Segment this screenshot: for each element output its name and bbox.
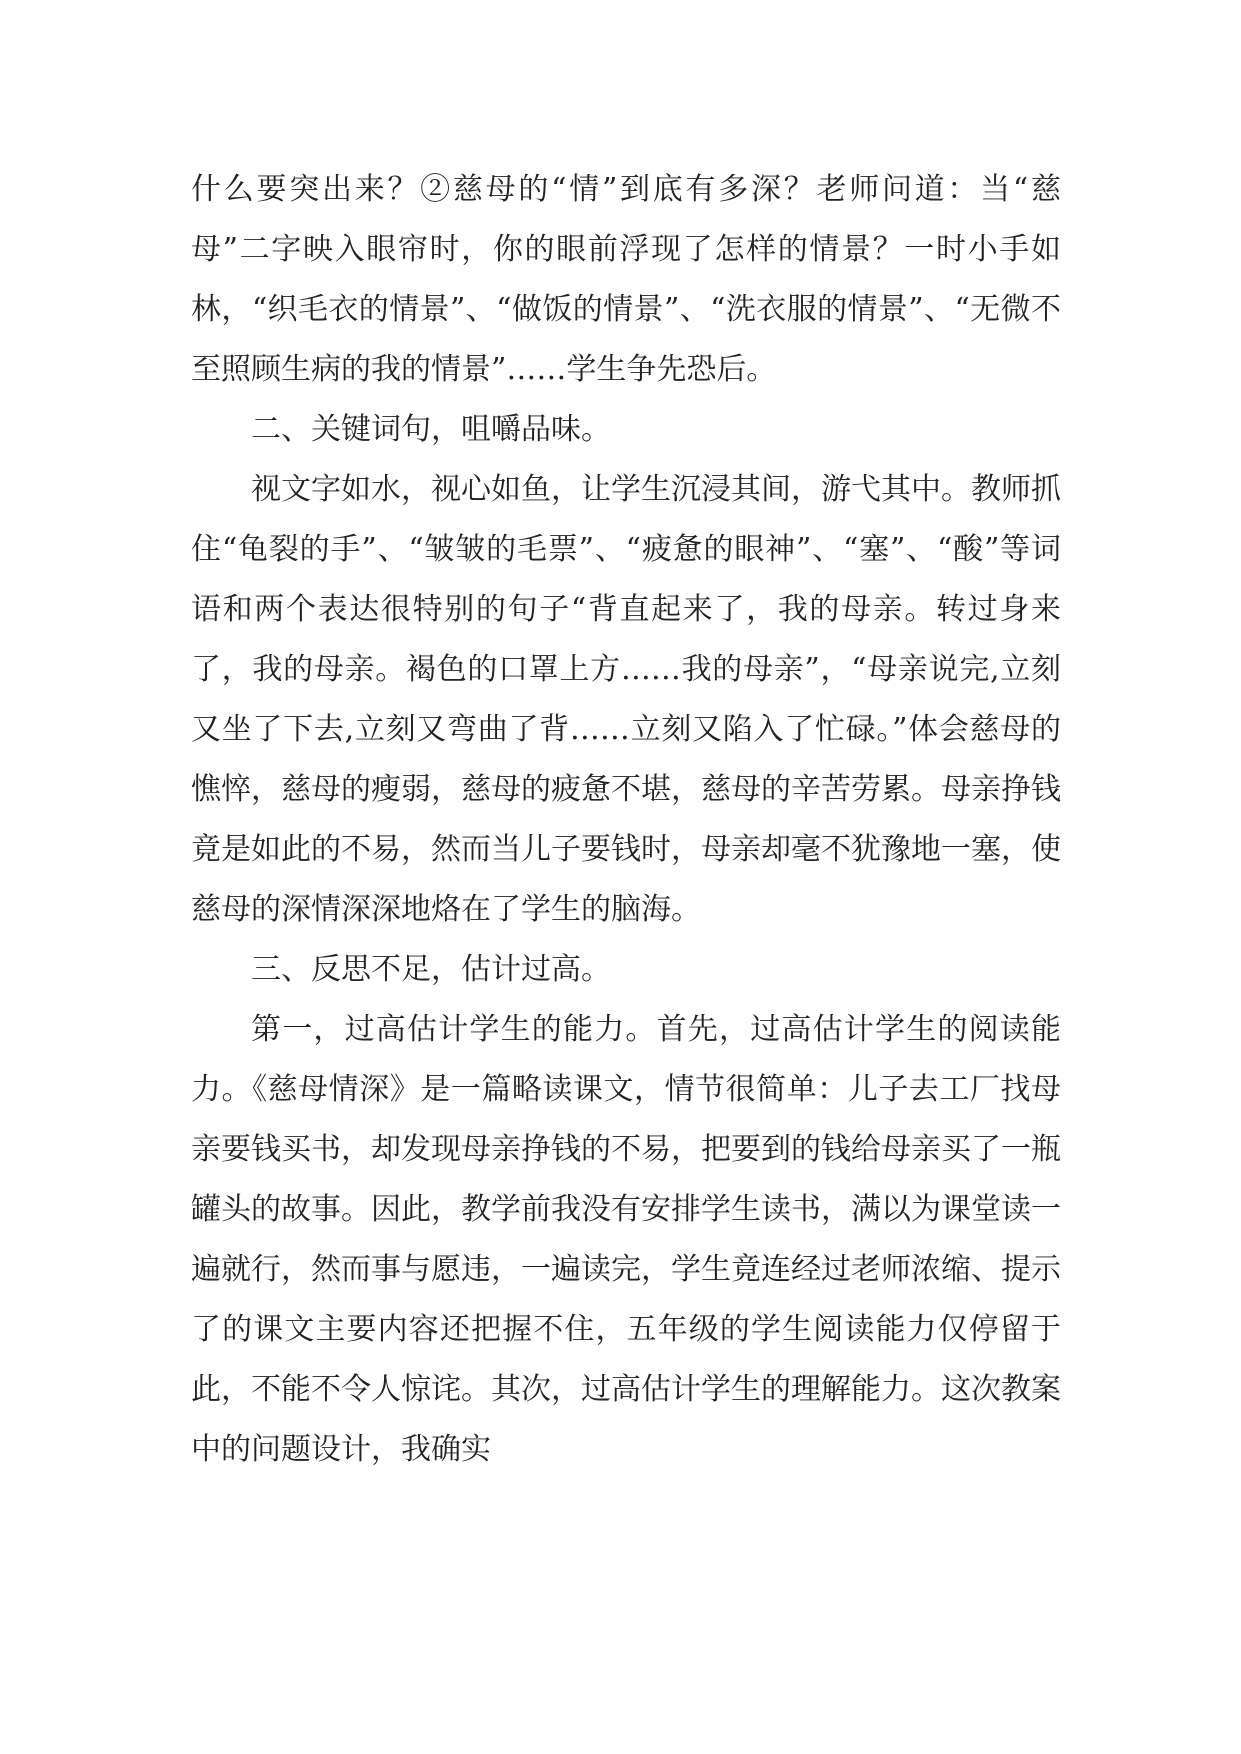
paragraph-continuation: 什么要突出来？②慈母的“情”到底有多深？老师问道：当“慈母”二字映入眼帘时，你的眼前浮现了怎样的情景？一时小手如林，“织毛衣的情景”、“做饭的情景”、“洗衣服的情景”、“无微不至照顾生病的我的情景”……学生争先恐后。 bbox=[191, 172, 1061, 387]
section-heading-two: 二、关键词句，咀嚼品味。 bbox=[251, 412, 611, 447]
paragraph-key-phrases: 视文字如水，视心如鱼，让学生沉浸其间，游弋其中。教师抓住“龟裂的手”、“皱皱的毛票”、“疲惫的眼神”、“塞”、“酸”等词语和两个表达很特别的句子“背直起来了，我的母亲。转过身来了，我的母亲。褐色的口罩上方……我的母亲”，“母亲说完,立刻又坐了下去,立刻又弯曲了背……立刻又陷入了忙碌。”体会慈母的憔悴，慈母的瘦弱，慈母的疲惫不堪，慈母的辛苦劳累。母亲挣钱竟是如此的不易，然而当儿子要钱时，母亲却毫不犹豫地一塞，使慈母的深情深深地烙在了学生的脑海。 bbox=[191, 472, 1061, 927]
section-heading-three: 三、反思不足，估计过高。 bbox=[251, 952, 611, 987]
paragraph-reflection: 第一，过高估计学生的能力。首先，过高估计学生的阅读能力。《慈母情深》是一篇略读课文，情节很简单：儿子去工厂找母亲要钱买书，却发现母亲挣钱的不易，把要到的钱给母亲买了一瓶罐头的故事。因此，教学前我没有安排学生读书，满以为课堂读一遍就行，然而事与愿违，一遍读完，学生竟连经过老师浓缩、提示了的课文主要内容还把握不住，五年级的学生阅读能力仅停留于此，不能不令人惊诧。其次，过高估计学生的理解能力。这次教案中的问题设计，我确实 bbox=[191, 1012, 1061, 1467]
body-text bbox=[191, 160, 1061, 1480]
